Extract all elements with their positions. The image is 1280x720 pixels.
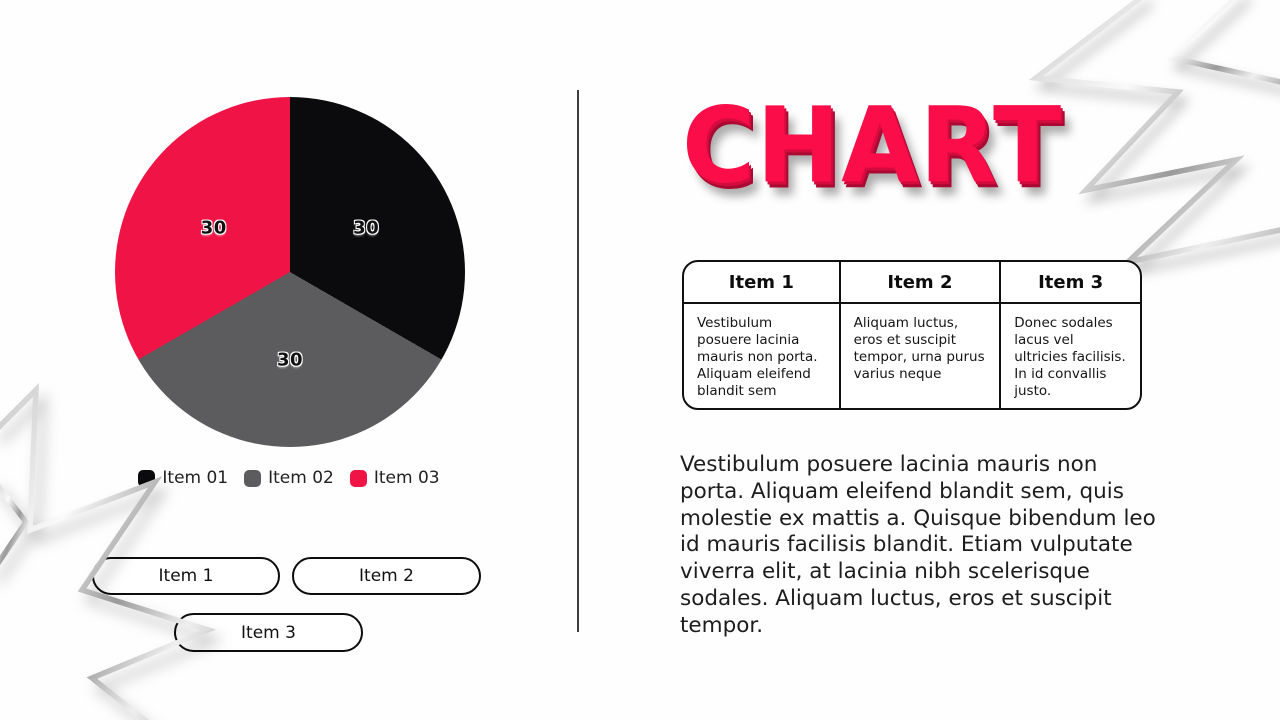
pie-data-label: 30 <box>276 349 304 371</box>
table-header-item3: Item 3 <box>999 262 1140 304</box>
item-2-button[interactable]: Item 2 <box>292 557 481 595</box>
table-cell-item2: Aliquam luctus, eros et suscipit tempor, urna purus varius neque <box>839 304 1000 408</box>
table-header-item2: Item 2 <box>839 262 1000 304</box>
items-table <box>682 260 1142 410</box>
table-header-item1: Item 1 <box>684 262 839 304</box>
item-1-button[interactable]: Item 1 <box>92 557 280 595</box>
chart-legend <box>0 468 578 488</box>
legend-item-3 <box>350 468 440 488</box>
table-cell-item3: Donec sodales lacus vel ultricies facilisis. In id convallis justo. <box>999 304 1140 408</box>
slide-title: CHART <box>682 84 1063 207</box>
pie-chart <box>115 97 465 447</box>
pie-data-label: 30 <box>200 217 227 239</box>
legend-swatch-item02 <box>244 470 261 487</box>
legend-item-1 <box>138 468 228 488</box>
panel-divider <box>577 90 579 632</box>
legend-label: Item 02 <box>268 468 334 488</box>
legend-swatch-item03 <box>350 470 367 487</box>
item-3-button[interactable]: Item 3 <box>174 613 363 652</box>
legend-item-2 <box>244 468 334 488</box>
legend-label: Item 01 <box>162 468 229 488</box>
legend-label: Item 03 <box>373 468 440 488</box>
legend-swatch-item01 <box>138 470 155 487</box>
pie-chart-circle <box>115 97 465 447</box>
body-paragraph: Vestibulum posuere lacinia mauris non porta. Aliquam eleifend blandit sem, quis molestie ex mattis a. Quisque bibendum leo id mauris facilisis blandit. Etiam vulputate viverra elit, at lacinia nibh scelerisque sodales. Aliquam luctus, eros et suscipit tempor. <box>680 452 1156 638</box>
pie-data-label: 30 <box>353 217 380 239</box>
table-cell-item1: Vestibulum posuere lacinia mauris non porta. Aliquam eleifend blandit sem <box>697 315 818 399</box>
